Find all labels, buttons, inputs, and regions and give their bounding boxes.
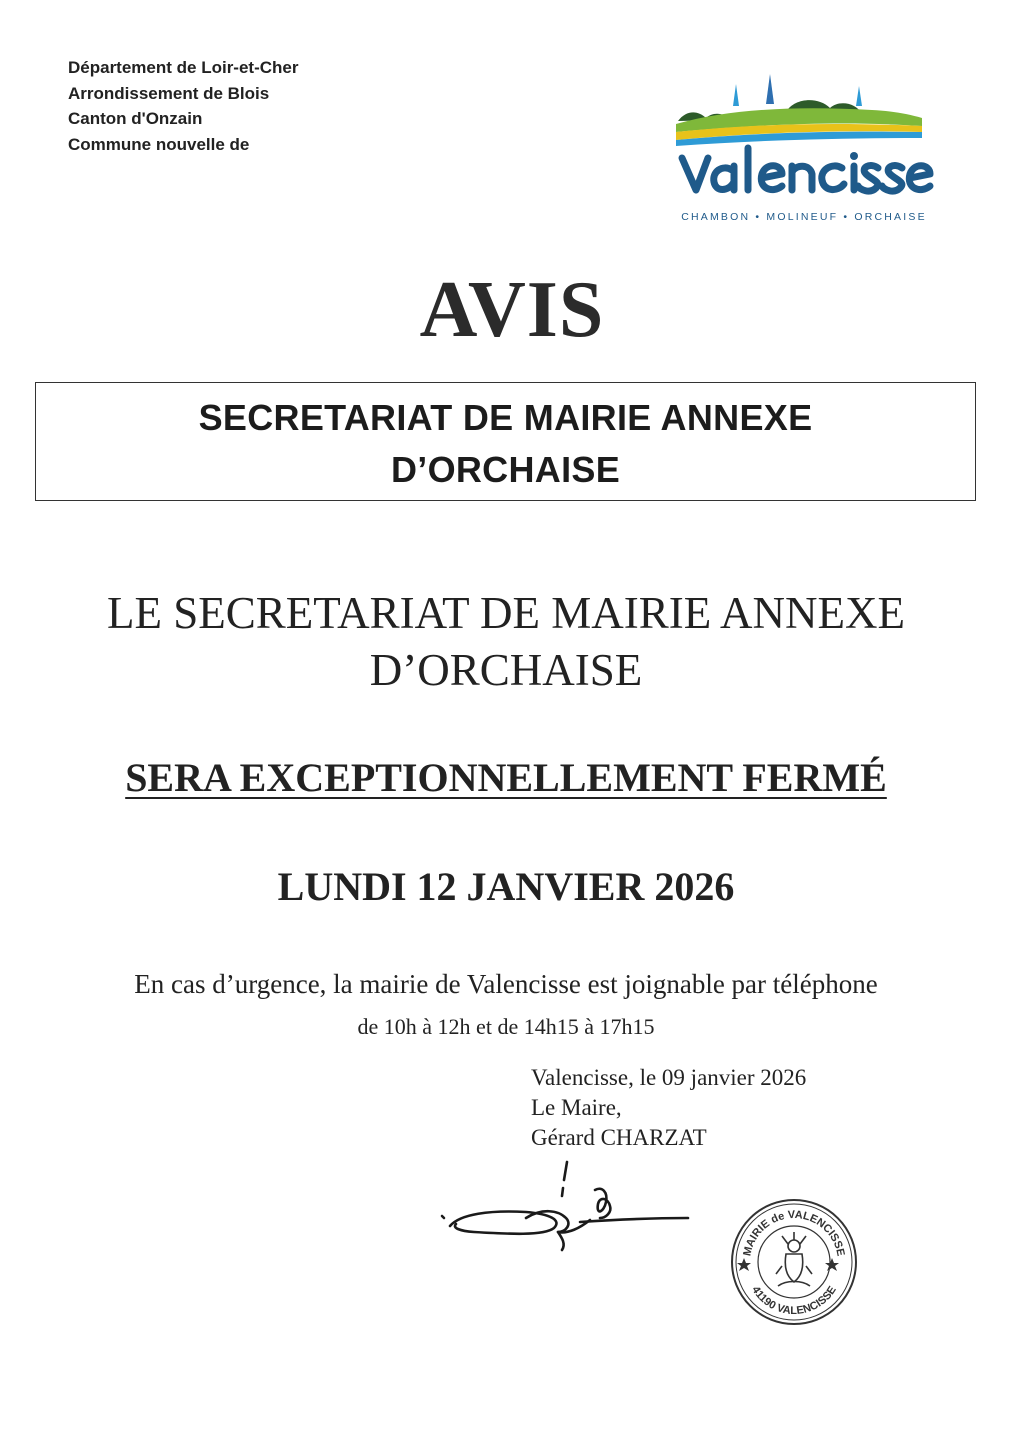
signature-block — [531, 1063, 806, 1153]
opening-hours: de 10h à 12h et de 14h15 à 17h15 — [357, 1014, 655, 1039]
body-heading-line-1: LE SECRETARIAT DE MAIRIE ANNEXE — [106, 588, 906, 638]
header-line-commune: Commune nouvelle de — [68, 134, 250, 154]
signature-name: Gérard CHARZAT — [531, 1125, 707, 1150]
urgence-text: En cas d’urgence, la mairie de Valencisse est joignable par téléphone — [134, 969, 878, 999]
header-line-departement: Département de Loir-et-Cher — [68, 58, 299, 77]
seal-emblem-icon — [776, 1232, 812, 1286]
handwritten-signature — [430, 1158, 700, 1258]
header-line-canton: Canton d'Onzain — [68, 109, 203, 128]
seal-bottom-text: 41190 VALENCISSE — [749, 1284, 839, 1318]
heading-box-line-1: SECRETARIAT DE MAIRIE ANNEXE — [198, 397, 813, 438]
body-heading-line-2: D’ORCHAISE — [369, 645, 643, 695]
signature-place-date: Valencisse, le 09 janvier 2026 — [531, 1065, 807, 1090]
body-heading — [0, 585, 1012, 699]
notice-title: AVIS — [419, 266, 605, 354]
valencisse-logo — [672, 66, 936, 232]
closure-date: LUNDI 12 JANVIER 2026 — [277, 864, 735, 909]
logo-wordmark — [682, 148, 930, 191]
signature-role: Le Maire, — [531, 1095, 622, 1120]
header-address — [68, 55, 298, 157]
heading-box-line-2: D’ORCHAISE — [390, 449, 621, 490]
mairie-seal — [728, 1196, 860, 1328]
closure-text: SERA EXCEPTIONNELLEMENT FERMÉ — [125, 755, 887, 800]
closure-line — [0, 753, 1012, 803]
seal-stars — [737, 1258, 839, 1271]
logo-subtitle: CHAMBON • MOLINEUF • ORCHAISE — [681, 211, 927, 223]
seal-top-text: MAIRIE de VALENCISSE — [741, 1208, 847, 1258]
heading-box-text — [35, 392, 976, 496]
header-line-arrondissement: Arrondissement de Blois — [68, 83, 270, 103]
